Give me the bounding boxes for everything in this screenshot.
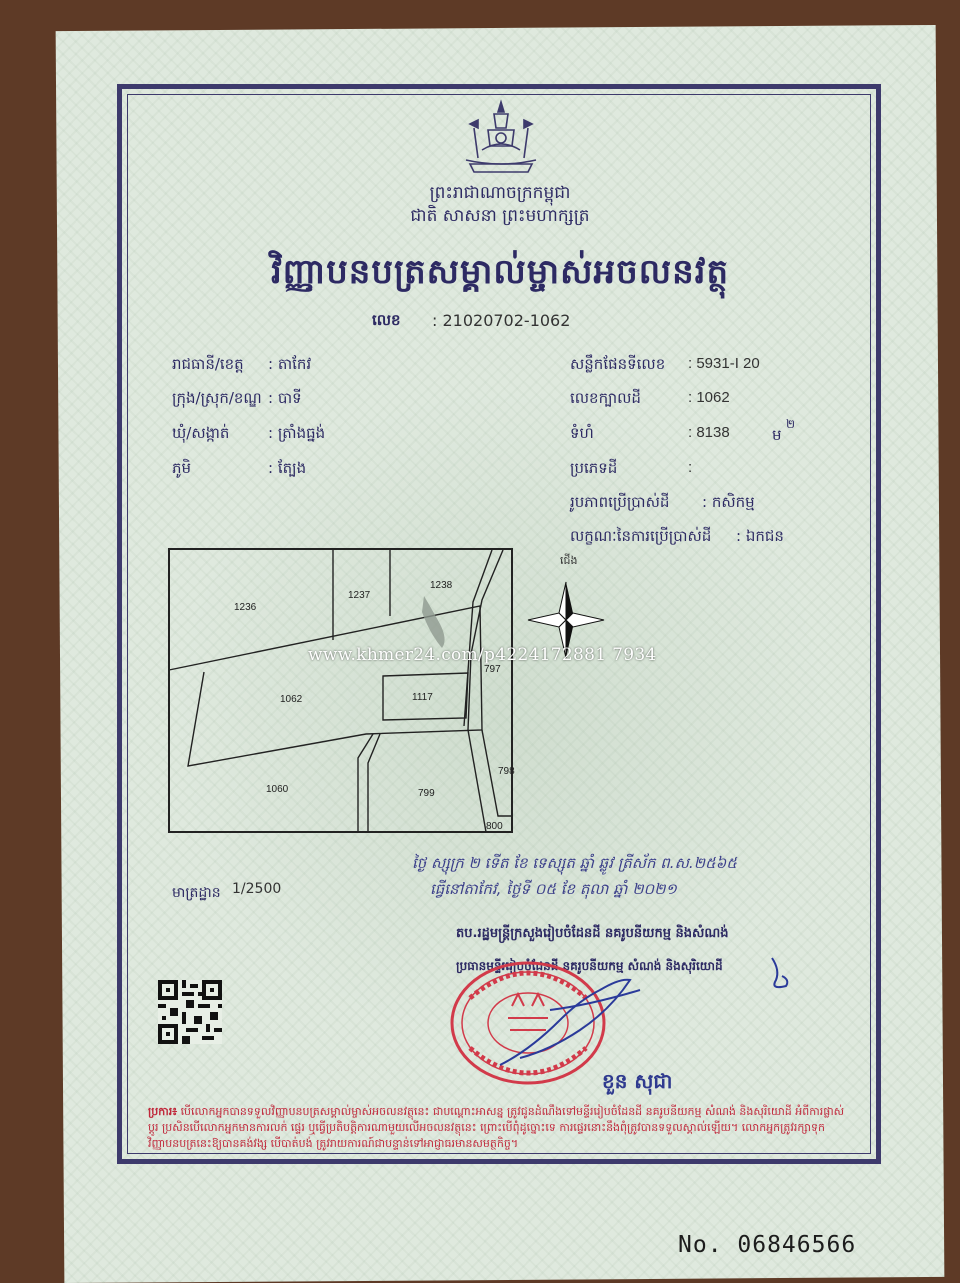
qr-code-icon <box>158 980 222 1044</box>
scale-label: មាត្រដ្ឋាន <box>172 885 221 901</box>
parcel-label: 798 <box>498 766 515 777</box>
land-use-value: : កសិកម្ម <box>702 493 755 511</box>
parcel-label: 1236 <box>234 602 257 613</box>
parcel-label: 799 <box>418 788 435 799</box>
certificate-number: : 21020702-1062 <box>432 311 571 330</box>
area-label: ទំហំ <box>570 424 594 442</box>
village-value: : ត្បែង <box>268 459 307 477</box>
parcel-labels <box>234 580 515 832</box>
parcel-number-label: លេខក្បាលដី <box>570 389 641 407</box>
map-sheet-value: : 5931-I 20 <box>688 355 760 372</box>
district-label: ក្រុង/ស្រុក/ខណ្ឌ <box>172 389 262 407</box>
signer-name: ខួន សុជា <box>602 1069 673 1093</box>
land-use-nature-value: : ឯកជន <box>736 527 784 545</box>
commune-label: ឃុំ/សង្កាត់ <box>172 424 230 442</box>
land-type-value: : <box>688 459 693 476</box>
land-use-label: រូបភាពប្រើប្រាស់ដី <box>570 493 670 511</box>
serial-number: No. 06846566 <box>678 1232 857 1258</box>
handwritten-signature <box>490 950 820 1080</box>
commune-value: : ត្រាំងធ្នង់ <box>268 424 326 442</box>
ministry-line: តប.រដ្ឋមន្ត្រីក្រសួងរៀបចំដែនដី នគរូបនីយកម្ម និងសំណង់ <box>456 926 729 941</box>
certificate-number-label: លេខ <box>372 311 401 329</box>
area-unit-superscript: ២ <box>786 417 796 431</box>
scale-value: 1/2500 <box>232 881 282 897</box>
notice-text: បើលោកអ្នកបានទទួលវិញ្ញាបនបត្រសម្គាល់ម្ចាស់អចលនវត្ថុនេះ ជាបណ្តោះអាសន្ន ត្រូវជូនដំណឹងទៅមន្ទីររៀបចំដែនដី នគរូបនីយកម្ម សំណង់ និងសុរិយោដី អំពីការផ្លាស់ប្តូរ ប្រសិនបើលោកអ្នកមានការលក់ ផ្ទេរ ឬធ្វើប្រតិបត្តិការណាមួយលើអចលនវត្ថុនេះ ព្រោះបើពុំដូច្នោះទេ ការផ្ទេរនោះនឹងពុំត្រូវបានទទួលស្គាល់ឡើយ។ លោកអ្នកត្រូវរក្សាទុកវិញ្ញាបនបត្រនេះឱ្យបានគង់វង្ស បើបាត់បង់ ត្រូវរាយការណ៍ជាបន្ទាន់ទៅអាជ្ញាធរមានសមត្ថកិច្ច។ <box>148 1105 845 1150</box>
parcel-label: 800 <box>486 821 503 832</box>
plan-border <box>169 549 512 832</box>
area-value: : 8138 <box>688 424 730 441</box>
kingdom-heading: ព្រះរាជាណាចក្រកម្ពុជា <box>429 183 571 203</box>
national-motto: ជាតិ សាសនា ព្រះមហាក្សត្រ <box>410 206 590 226</box>
pond-shape <box>422 596 445 648</box>
department-line: ប្រធានមន្ទីររៀបចំដែនដី នគរូបនីយកម្ម សំណង់ និងសុរិយោដី <box>456 959 723 973</box>
parcel-label: 1062 <box>280 694 303 705</box>
land-use-nature-label: លក្ខណៈនៃការប្រើប្រាស់ដី <box>570 527 712 545</box>
cadastral-plan <box>168 548 513 833</box>
area-unit: ម <box>772 426 782 444</box>
north-label: ជើង <box>560 554 578 567</box>
royal-emblem-icon <box>456 98 546 178</box>
village-label: ភូមិ <box>172 459 192 477</box>
certificate-title: វិញ្ញាបនបត្រសម្គាល់ម្ចាស់អចលនវត្ថុ <box>270 252 730 292</box>
province-value: : តាកែវ <box>268 355 312 373</box>
parcel-boundaries <box>169 550 511 833</box>
province-label: រាជធានី/ខេត្ត <box>172 355 244 373</box>
parcel-label: 1117 <box>412 692 433 703</box>
parcel-label: 1238 <box>430 580 453 591</box>
lunar-date: ថ្ងៃ ស្សុក្រ ២ ទើត ខែ ទេស្សុត ឆ្នាំ ឆ្លូវ ត្រីស័ក ព.ស.២៥៦៥ <box>412 854 737 872</box>
map-sheet-label: សន្លឹកផែនទីលេខ <box>570 355 666 373</box>
parcel-label: 1237 <box>348 590 371 601</box>
land-type-label: ប្រភេទដី <box>570 459 618 477</box>
notice-heading: ប្រការ៖ <box>148 1105 178 1118</box>
parcel-label: 797 <box>484 664 501 675</box>
issue-date: ធ្វើនៅតាកែវ, ថ្ងៃទី ០៥ ខែ តុលា ឆ្នាំ ២០២១ <box>430 880 677 898</box>
parcel-number-value: : 1062 <box>688 389 730 406</box>
notice-block <box>148 1104 850 1174</box>
website-watermark: www.khmer24.com/p4224172881 7934 <box>308 645 657 665</box>
district-value: : បាទី <box>268 389 302 407</box>
parcel-label: 1060 <box>266 784 289 795</box>
